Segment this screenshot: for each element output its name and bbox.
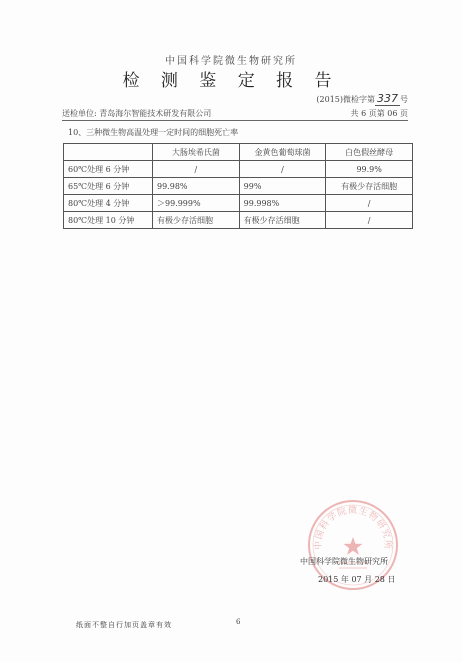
table-header-row	[64, 144, 413, 161]
table-cell: ＞99.999%	[153, 195, 240, 212]
table-header-cell: 白色假丝酵母	[326, 144, 413, 161]
condition-cell: 60℃处理 6 分钟	[64, 161, 153, 178]
page-count: 共 6 页第 06 页	[350, 109, 408, 118]
table-cell: /	[326, 212, 413, 229]
table-cell: 99.998%	[239, 195, 326, 212]
table-cell: /	[153, 161, 240, 178]
table-header-cell: 大肠埃希氏菌	[153, 144, 240, 161]
client-info	[62, 108, 211, 119]
table-cell: 99.98%	[153, 178, 240, 195]
institute-name: 中国科学院微生物研究所	[165, 56, 297, 67]
page-number: 6	[236, 618, 241, 626]
table-row	[64, 161, 413, 178]
footer-note: 纸面不整自行加页盖章有效	[76, 621, 172, 629]
table-cell: 99%	[239, 178, 326, 195]
table-cell: /	[239, 161, 326, 178]
report-number	[316, 92, 408, 105]
seal-text: 中国科学院微生物研究所	[313, 506, 393, 550]
section-title: 10、三种微生物高温处理一定时间的细胞死亡率	[68, 128, 239, 137]
client-row	[62, 106, 408, 121]
signature-institute: 中国科学院微生物研究所	[300, 557, 388, 566]
table-cell: /	[326, 195, 413, 212]
report-title: 检 测 鉴 定 报 告	[122, 71, 340, 91]
signature-date: 2015 年 07 月 28 日	[318, 575, 396, 584]
table-header-cell	[64, 144, 153, 161]
table-row	[64, 178, 413, 195]
condition-cell: 80℃处理 4 分钟	[64, 195, 153, 212]
condition-cell: 65℃处理 6 分钟	[64, 178, 153, 195]
table-header-cell: 金黄色葡萄球菌	[239, 144, 326, 161]
client-label: 送检单位:	[62, 109, 97, 118]
results-table	[63, 143, 413, 229]
table-row	[64, 195, 413, 212]
report-number-prefix: (2015)微检字第	[316, 95, 375, 104]
report-number-suffix: 号	[400, 95, 408, 104]
table-cell: 99.9%	[326, 161, 413, 178]
client-name: 青岛海尔智能技术研发有限公司	[99, 109, 212, 118]
condition-cell: 80℃处理 10 分钟	[64, 212, 153, 229]
table-cell: 有极少存活细胞	[326, 178, 413, 195]
table-row	[64, 212, 413, 229]
table-cell: 有极少存活细胞	[239, 212, 326, 229]
table-cell: 有极少存活细胞	[153, 212, 240, 229]
report-number-handwritten: 337	[377, 92, 398, 105]
